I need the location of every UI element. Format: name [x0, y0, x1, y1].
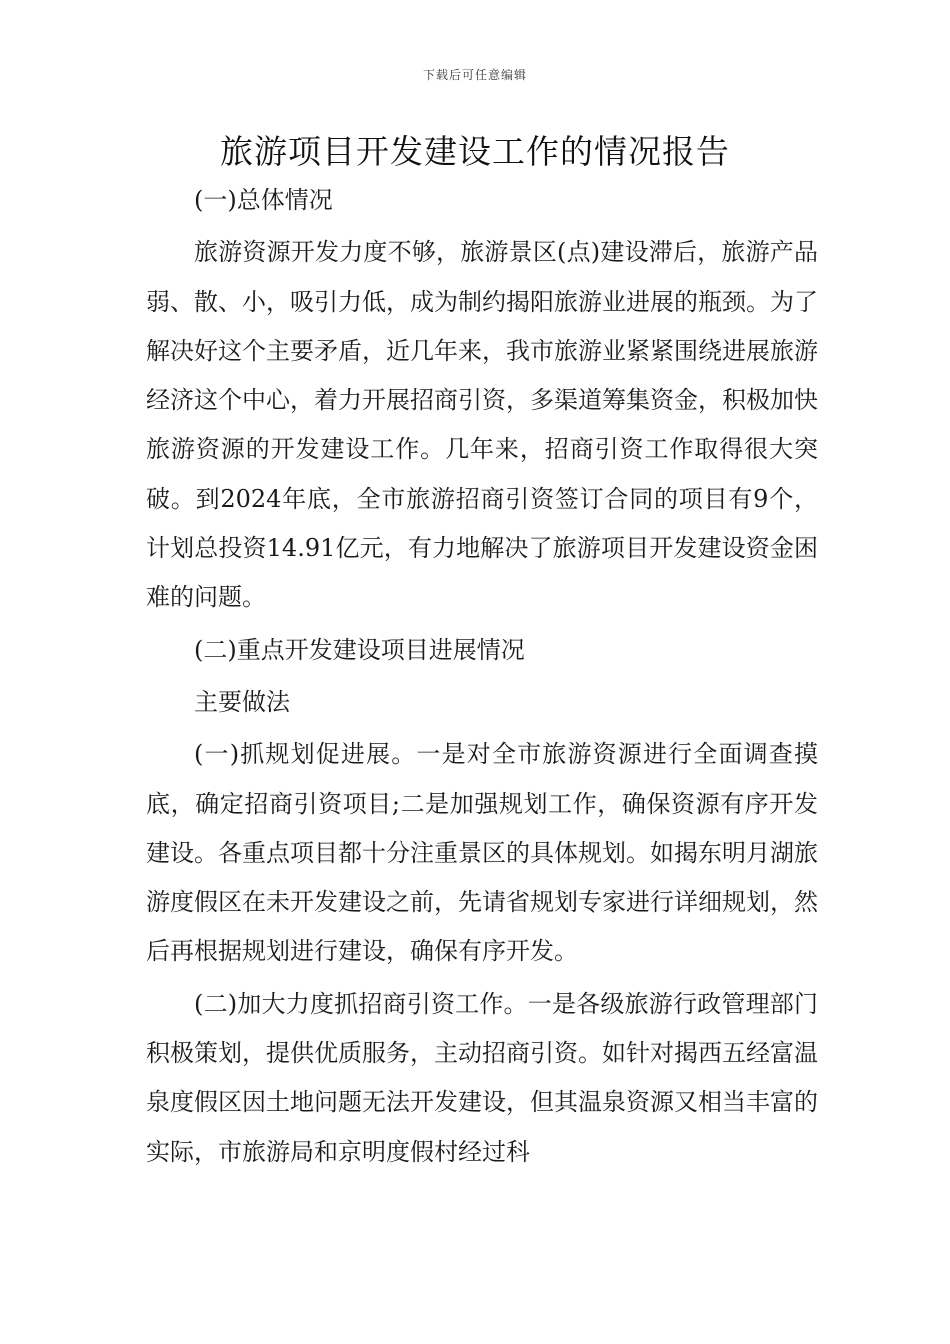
header-note: 下载后可任意编辑: [422, 68, 527, 82]
paragraph-overview-body: 旅游资源开发力度不够，旅游景区(点)建设滞后，旅游产品弱、散、小，吸引力低，成为制约揭阳旅游业进展的瓶颈。为了解决好这个主要矛盾，近几年来，我市旅游业紧紧围绕进展旅游经济这个中心，着力开展招商引资，多渠道筹集资金，积极加快旅游资源的开发建设工作。几年来，招商引资工作取得很大突破。到2024年底，全市旅游招商引资签订合同的项目有9个，计划总投资14.91亿元，有力地解决了旅游项目开发建设资金困难的问题。: [146, 238, 818, 612]
document-title: 旅游项目开发建设工作的情况报告: [220, 132, 730, 171]
paragraph-key-projects-heading: (二)重点开发建设项目进展情况: [194, 635, 525, 664]
document-body: [146, 176, 818, 1177]
paragraph-overview-heading: (一)总体情况: [194, 186, 333, 214]
paragraph-main-practices-heading: 主要做法: [194, 687, 290, 716]
paragraph-investment: (二)加大力度抓招商引资工作。一是各级旅游行政管理部门积极策划，提供优质服务，主动招商引资。如针对揭西五经富温泉度假区因土地问题无法开发建设，但其温泉资源又相当丰富的实际，市旅游局和京明度假村经过科: [146, 989, 818, 1166]
paragraph-planning: (一)抓规划促进展。一是对全市旅游资源进行全面调查摸底，确定招商引资项目;二是加强规划工作，确保资源有序开发建设。各重点项目都十分注重景区的具体规划。如揭东明月湖旅游度假区在未开发建设之前，先请省规划专家进行详细规划，然后再根据规划进行建设，确保有序开发。: [146, 740, 818, 966]
